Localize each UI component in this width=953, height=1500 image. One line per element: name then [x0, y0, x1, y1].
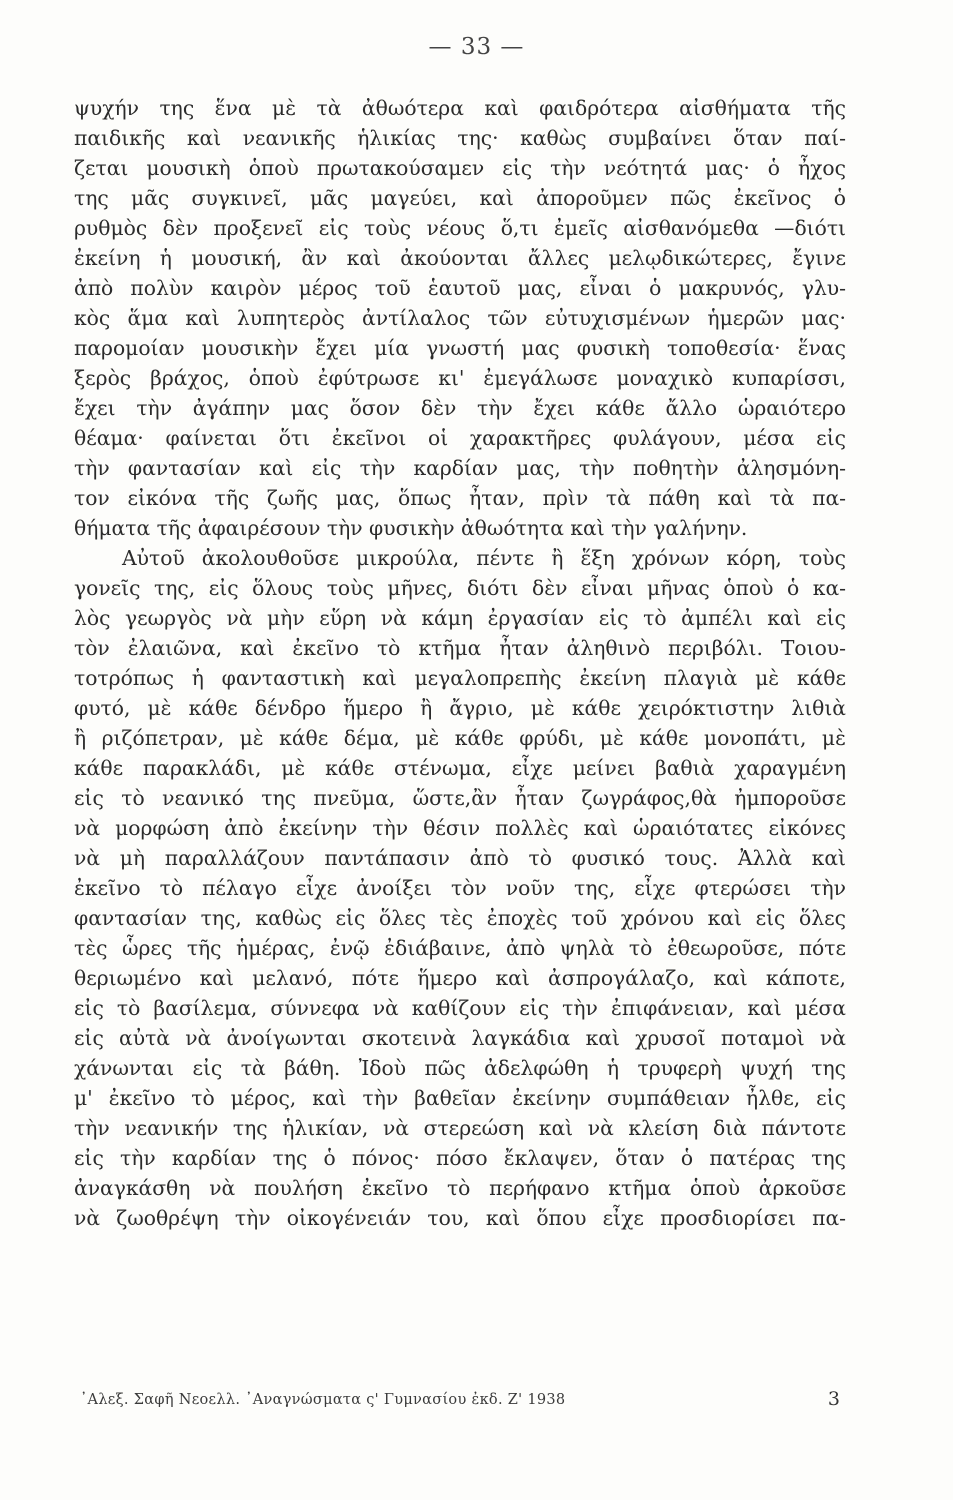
text-line: τὸν ἐλαιῶνα, καὶ ἐκεῖνο τὸ κτῆμα ἦταν ἀληθινὸ περιβόλι. Τοιου-	[74, 636, 846, 660]
text-line: ἀπὸ πολὺν καιρὸν μέρος τοῦ ἑαυτοῦ μας, εἶναι ὁ μακρυνός, γλυ-	[74, 276, 846, 300]
text-line: εἰς τὸ βασίλεμα, σύννεφα νὰ καθίζουν εἰς τὴν ἐπιφάνειαν, καὶ μέσα	[74, 996, 846, 1020]
paragraph-start-line: Αὐτοῦ ἀκολουθοῦσε μικρούλα, πέντε ἢ ἕξη χρόνων κόρη, τοὺς	[122, 546, 846, 570]
text-line: θέαμα· φαίνεται ὅτι ἐκεῖνοι οἱ χαρακτῆρες φυλάγουν, μέσα εἰς	[74, 426, 846, 450]
text-line: εἰς τὸ νεανικό της πνεῦμα, ὥστε,ἂν ἦταν ζωγράφος,θὰ ἠμποροῦσε	[74, 786, 846, 810]
text-line: τον εἰκόνα τῆς ζωῆς μας, ὅπως ἦταν, πρὶν τὰ πάθη καὶ τὰ πα-	[74, 486, 846, 510]
text-line: ἔχει τὴν ἀγάπην μας ὅσον δὲν τὴν ἔχει κάθε ἄλλο ὡραιότερο	[74, 396, 846, 420]
text-line: θεριωμένο καὶ μελανό, πότε ἥμερο καὶ ἀσπρογάλαζο, καὶ κάποτε,	[74, 966, 846, 990]
signature-mark: 3	[827, 1388, 840, 1410]
text-line: ἀναγκάσθη νὰ πουλήση ἐκεῖνο τὸ περήφανο κτῆμα ὁποὺ ἀρκοῦσε	[74, 1176, 846, 1200]
text-line: ρυθμὸς δὲν προξενεῖ εἰς τοὺς νέους ὅ,τι ἐμεῖς αἰσθανόμεθα —διότι	[74, 216, 846, 240]
text-line: νὰ ζωοθρέψη τὴν οἰκογένειάν του, καὶ ὅπου εἶχε προσδιορίσει πα-	[74, 1206, 846, 1230]
text-line: νὰ μὴ παραλλάζουν παντάπασιν ἀπὸ τὸ φυσικό τους. Ἀλλὰ καὶ	[74, 846, 846, 870]
text-line: νὰ μορφώση ἀπὸ ἐκείνην τὴν θέσιν πολλὲς καὶ ὡραιότατες εἰκόνες	[74, 816, 846, 840]
text-line: ἐκείνη ἡ μουσική, ἂν καὶ ἀκούονται ἄλλες μελῳδικώτερες, ἔγινε	[74, 246, 846, 270]
text-line: ἢ ριζόπετραν, μὲ κάθε δέμα, μὲ κάθε φρύδι, μὲ κάθε μονοπάτι, μὲ	[74, 726, 846, 750]
text-line: παρομοίαν μουσικὴν ἔχει μία γνωστή μας φυσικὴ τοποθεσία· ἕνας	[74, 336, 846, 360]
text-line: μ' ἐκεῖνο τὸ μέρος, καὶ τὴν βαθεῖαν ἐκείνην συμπάθειαν ἦλθε, εἰς	[74, 1086, 846, 1110]
page-body	[74, 93, 846, 1233]
text-line: χάνωνται εἰς τὰ βάθη. Ἰδοὺ πῶς ἀδελφώθη ἡ τρυφερὴ ψυχή της	[74, 1056, 846, 1080]
text-line: λὸς γεωργὸς νὰ μὴν εὕρη νὰ κάμη ἐργασίαν εἰς τὸ ἀμπέλι καὶ εἰς	[74, 606, 846, 630]
text-line: γονεῖς της, εἰς ὅλους τοὺς μῆνες, διότι δὲν εἶναι μῆνας ὁποὺ ὁ κα-	[74, 576, 846, 600]
page-number: — 33 —	[428, 34, 525, 60]
text-line: ψυχήν της ἕνα μὲ τὰ ἀθωότερα καὶ φαιδρότερα αἰσθήματα τῆς	[74, 96, 846, 120]
text-line: ἐκεῖνο τὸ πέλαγο εἶχε ἀνοίξει τὸν νοῦν της, εἶχε φτερώσει τὴν	[74, 876, 846, 900]
text-line: εἰς τὴν καρδίαν της ὁ πόνος· πόσο ἔκλαψεν, ὅταν ὁ πατέρας της	[74, 1146, 846, 1170]
text-line: κάθε παρακλάδι, μὲ κάθε στένωμα, εἶχε μείνει βαθιὰ χαραγμένη	[74, 756, 846, 780]
footer-citation: ᾿Αλεξ. Σαφῆ Νεοελλ. ᾿Αναγνώσματα ς' Γυμνασίου ἐκδ. Ζ' 1938	[80, 1392, 566, 1408]
text-line: φαντασίαν της, καθὼς εἰς ὅλες τὲς ἐποχὲς τοῦ χρόνου καὶ εἰς ὅλες	[74, 906, 846, 930]
text-line: παιδικῆς καὶ νεανικῆς ἡλικίας της· καθὼς συμβαίνει ὅταν παί-	[74, 126, 846, 150]
text-line: τοτρόπως ἡ φανταστικὴ καὶ μεγαλοπρεπὴς ἐκείνη πλαγιὰ μὲ κάθε	[74, 666, 846, 690]
text-line: κὸς ἅμα καὶ λυπητερὸς ἀντίλαλος τῶν εὐτυχισμένων ἡμερῶν μας·	[74, 306, 846, 330]
text-line: φυτό, μὲ κάθε δένδρο ἥμερο ἢ ἄγριο, μὲ κάθε χειρόκτιστην λιθιὰ	[74, 696, 846, 720]
text-line: εἰς αὐτὰ νὰ ἀνοίγωνται σκοτεινὰ λαγκάδια καὶ χρυσοῖ ποταμοὶ νὰ	[74, 1026, 846, 1050]
text-line: τὴν φαντασίαν καὶ εἰς τὴν καρδίαν μας, τὴν ποθητὴν ἀλησμόνη-	[74, 456, 846, 480]
text-line: της μᾶς συγκινεῖ, μᾶς μαγεύει, καὶ ἀποροῦμεν πῶς ἐκεῖνος ὁ	[74, 186, 846, 210]
text-line: ξερὸς βράχος, ὁποὺ ἐφύτρωσε κι' ἐμεγάλωσε μοναχικὸ κυπαρίσσι,	[74, 366, 846, 390]
page-footer	[80, 1388, 840, 1414]
text-line: τὲς ὧρες τῆς ἡμέρας, ἐνῷ ἐδιάβαινε, ἀπὸ ψηλὰ τὸ ἐθεωροῦσε, πότε	[74, 936, 846, 960]
text-line: θήματα τῆς ἀφαιρέσουν τὴν φυσικὴν ἀθωότητα καὶ τὴν γαλήνην.	[74, 516, 748, 540]
text-line: τὴν νεανικήν της ἡλικίαν, νὰ στερεώση καὶ νὰ κλείση διὰ πάντοτε	[74, 1116, 846, 1140]
text-line: ζεται μουσικὴ ὁποὺ πρωτακούσαμεν εἰς τὴν νεότητά μας· ὁ ἦχος	[74, 156, 846, 180]
